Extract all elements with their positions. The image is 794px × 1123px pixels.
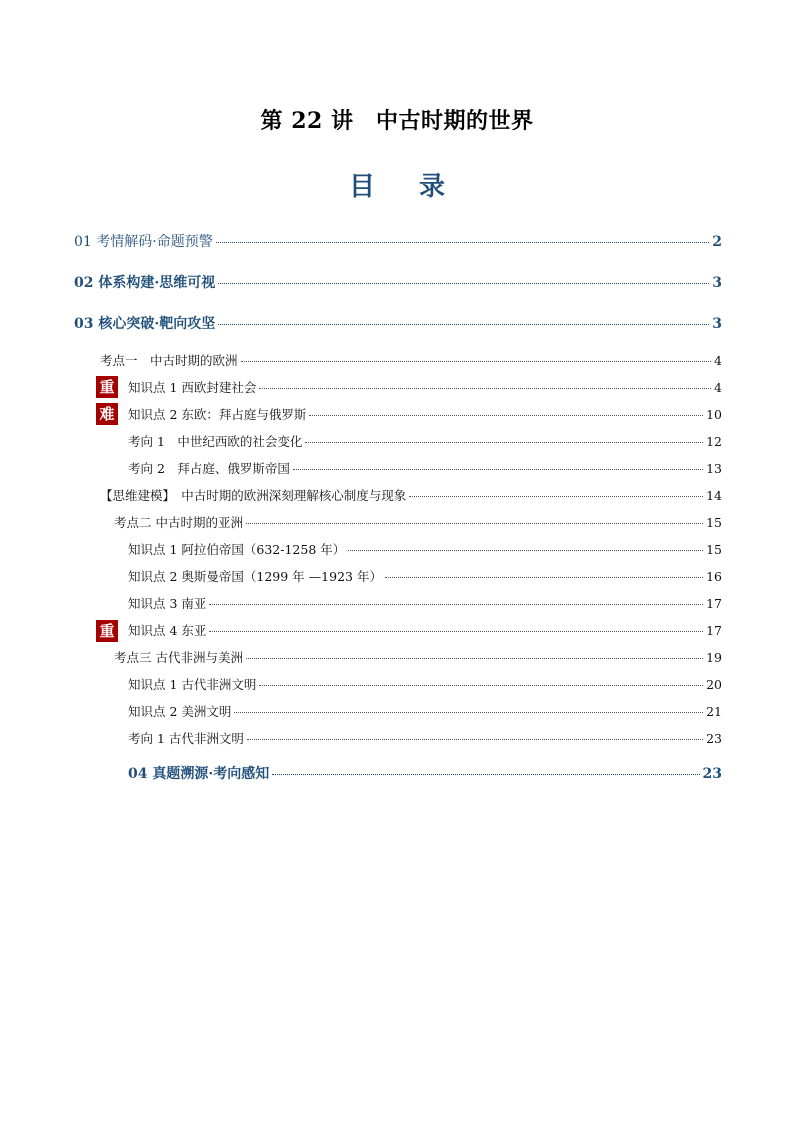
toc-page-number: 13 (706, 461, 722, 476)
toc-page-number: 3 (712, 275, 722, 291)
toc-item[interactable] (128, 729, 722, 747)
toc-page-number: 2 (712, 234, 722, 250)
toc-heading-char-2: 录 (419, 172, 446, 202)
toc-page-number: 17 (706, 623, 722, 638)
toc-item-thinking-model[interactable] (100, 486, 722, 504)
toc-page-number: 15 (706, 515, 722, 530)
badge-difficult-point: 难 (96, 403, 118, 425)
toc-item-label: 考点二 中古时期的亚洲 (114, 515, 243, 530)
toc-page-number: 4 (714, 380, 722, 395)
toc-page-number: 14 (706, 488, 722, 503)
toc-page-number: 15 (706, 542, 722, 557)
toc-item-label: 考点三 古代非洲与美洲 (114, 650, 243, 665)
dot-leader (293, 469, 703, 470)
dot-leader (209, 604, 703, 605)
dot-leader (209, 631, 703, 632)
toc-item-label: 知识点 3 南亚 (128, 596, 207, 611)
toc-page-number: 19 (706, 650, 722, 665)
dot-leader (305, 442, 703, 443)
dot-leader (218, 283, 709, 284)
toc-item[interactable] (128, 675, 722, 693)
badge-key-point: 重 (96, 376, 118, 398)
toc-item-label: 知识点 1 阿拉伯帝国（632-1258 年） (128, 542, 346, 557)
badge-key-point: 重 (96, 620, 118, 642)
toc-item[interactable] (128, 540, 722, 558)
toc-item[interactable] (128, 594, 722, 612)
toc-page-number: 23 (702, 766, 722, 782)
toc-section-label: 03 核心突破·靶向攻坚 (74, 316, 216, 332)
toc-page-number: 12 (706, 434, 722, 449)
toc-item-topic-2[interactable] (114, 513, 722, 531)
dot-leader (348, 550, 703, 551)
dot-leader (272, 774, 699, 775)
toc-item-label: 知识点 1 西欧封建社会 (128, 380, 257, 395)
toc-item-topic-1[interactable] (100, 351, 722, 369)
dot-leader (385, 577, 703, 578)
toc-item-label: 知识点 4 东亚 (128, 623, 207, 638)
toc-page-number: 20 (706, 677, 722, 692)
toc-item-label: 考向 1 中世纪西欧的社会变化 (128, 434, 303, 449)
toc-heading-char-1: 目 (348, 172, 375, 202)
toc-item-label: 【思维建模】 中古时期的欧洲深刻理解核心制度与现象 (100, 488, 407, 503)
toc-item[interactable] (128, 378, 722, 396)
toc-section-04[interactable] (128, 763, 722, 783)
dot-leader (246, 658, 703, 659)
toc-item-label: 知识点 2 东欧：拜占庭与俄罗斯 (128, 407, 307, 422)
toc-page-number: 16 (706, 569, 722, 584)
toc-item[interactable] (128, 432, 722, 450)
dot-leader (309, 415, 703, 416)
toc-item-label: 知识点 2 奥斯曼帝国（1299 年 —1923 年） (128, 569, 382, 584)
dot-leader (234, 712, 703, 713)
toc-section-label: 01 考情解码·命题预警 (74, 234, 213, 250)
toc-item[interactable] (128, 459, 722, 477)
toc-heading (0, 166, 794, 203)
toc-item-label: 考点一 中古时期的欧洲 (100, 353, 238, 368)
toc-section-01[interactable] (74, 231, 722, 251)
toc-section-label: 02 体系构建·思维可视 (74, 275, 216, 291)
toc-page-number: 4 (714, 353, 722, 368)
toc-item[interactable] (128, 621, 722, 639)
toc-item[interactable] (128, 702, 722, 720)
dot-leader (259, 388, 711, 389)
toc-item-label: 知识点 1 古代非洲文明 (128, 677, 257, 692)
lecture-title: 第 22 讲 中古时期的世界 (260, 108, 534, 134)
toc-item[interactable] (128, 567, 722, 585)
dot-leader (246, 523, 703, 524)
toc-page-number: 10 (706, 407, 722, 422)
toc-page-number: 3 (712, 316, 722, 332)
dot-leader (409, 496, 703, 497)
dot-leader (218, 324, 709, 325)
toc-section-03[interactable] (74, 313, 722, 333)
dot-leader (259, 685, 703, 686)
toc-page-number: 21 (706, 704, 722, 719)
dot-leader (247, 739, 703, 740)
dot-leader (216, 242, 710, 243)
toc-item-label: 考向 1 古代非洲文明 (128, 731, 244, 746)
toc-page-number: 17 (706, 596, 722, 611)
toc-item-label: 考向 2 拜占庭、俄罗斯帝国 (128, 461, 290, 476)
toc-section-02[interactable] (74, 272, 722, 292)
toc-item[interactable] (128, 405, 722, 423)
toc-item-topic-3[interactable] (114, 648, 722, 666)
toc-item-label: 知识点 2 美洲文明 (128, 704, 232, 719)
dot-leader (241, 361, 712, 362)
toc-section-label: 04 真题溯源·考向感知 (128, 766, 270, 782)
toc-page-number: 23 (706, 731, 722, 746)
